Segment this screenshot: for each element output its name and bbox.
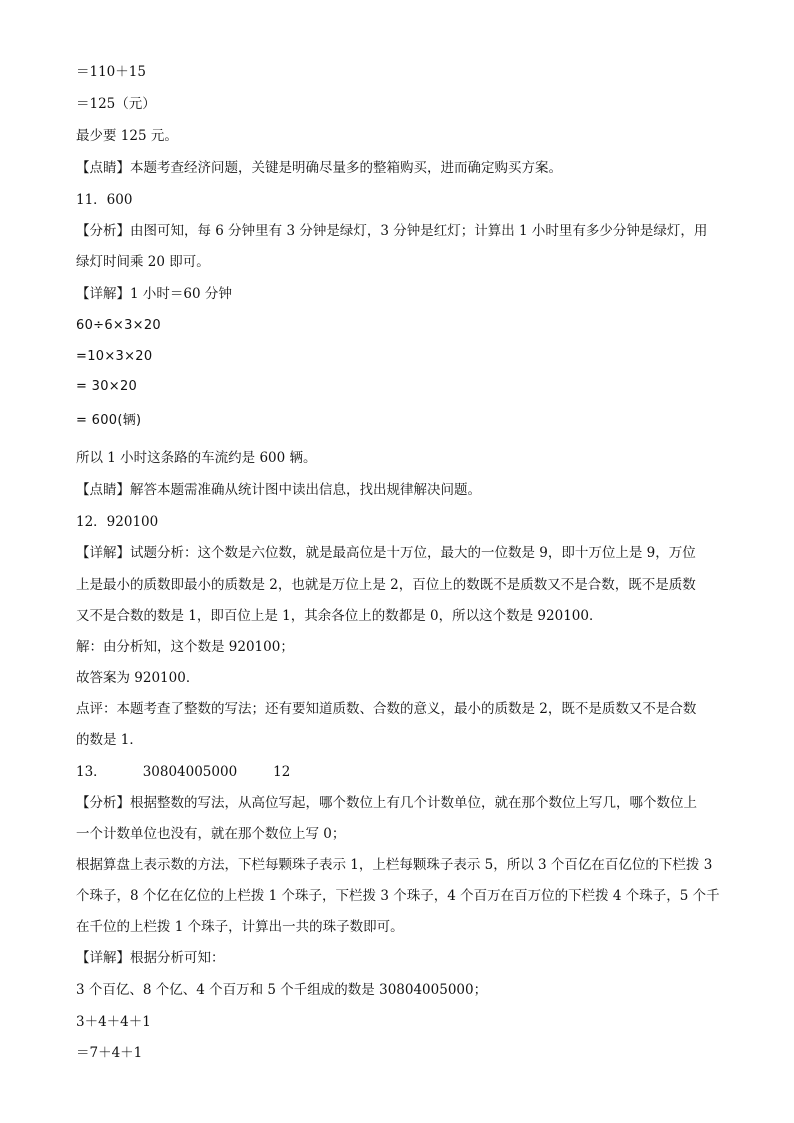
solution-text: 又不是合数的数是 1，即百位上是 1，其余各位上的数都是 0，所以这个数是 920100．	[76, 608, 603, 624]
analysis-text: 个珠子，8 个亿在亿位的上栏拨 1 个珠子，下栏拨 3 个珠子，4 个百万在百万位的下栏拨 4 个珠子，5 个千	[76, 888, 720, 904]
review-text: 的数是 1．	[76, 732, 143, 748]
review-text: 点评：本题考查了整数的写法；还有要知道质数、合数的意义，最小的质数是 2，既不是质数又不是合数	[76, 701, 697, 717]
question-number-answer: 11．600	[76, 192, 133, 208]
analysis-text: 【分析】根据整数的写法，从高位写起，哪个数位上有几个计数单位，就在那个数位上写几，哪个数位上	[76, 795, 697, 811]
math-expression: = 30×20	[76, 379, 138, 394]
question-number-answer: 12．920100	[76, 514, 159, 530]
question-number-answer	[76, 762, 726, 782]
answer-text: 最少要 125 元。	[76, 128, 178, 144]
answer-two: 12	[273, 764, 291, 780]
comment-text: 【点睛】解答本题需准确从统计图中读出信息，找出规律解决问题。	[76, 482, 481, 498]
solution-text: 【详解】试题分析：这个数是六位数，就是最高位是十万位，最大的一位数是 9，即十万位上是 9，万位	[76, 545, 696, 561]
question-number: 13．	[76, 764, 107, 780]
math-expression: 60÷6×3×20	[76, 318, 162, 333]
equation-line: ＝125（元）	[76, 96, 156, 112]
analysis-text: 一个计数单位也没有，就在那个数位上写 0；	[76, 826, 346, 842]
math-expression: = 600(辆)	[76, 413, 142, 428]
comment-text: 【点睛】本题考查经济问题，关键是明确尽量多的整箱购买，进而确定购买方案。	[76, 160, 562, 176]
analysis-text: 在千位的上栏拨 1 个珠子，计算出一共的珠子数即可。	[76, 919, 404, 935]
solution-text: 【详解】根据分析可知：	[76, 950, 225, 966]
equation-line: ＝7＋4＋1	[76, 1045, 143, 1061]
conclusion-text: 所以 1 小时这条路的车流约是 600 辆。	[76, 450, 317, 466]
solution-text: 上是最小的质数即最小的质数是 2，也就是万位上是 2，百位上的数既不是质数又不是合数，既不是质数	[76, 577, 696, 593]
answer-one: 30804005000	[142, 764, 238, 780]
analysis-text: 【分析】由图可知，每 6 分钟里有 3 分钟是绿灯，3 分钟是红灯；计算出 1 小时里有多少分钟是绿灯，用	[76, 223, 708, 239]
equation-line: 3＋4＋4＋1	[76, 1014, 151, 1030]
solution-text: 故答案为 920100．	[76, 670, 200, 686]
analysis-text: 绿灯时间乘 20 即可。	[76, 254, 210, 270]
solution-text: 【详解】1 小时＝60 分钟	[76, 286, 232, 302]
math-expression: =10×3×20	[76, 349, 153, 364]
analysis-text: 根据算盘上表示数的方法，下栏每颗珠子表示 1，上栏每颗珠子表示 5，所以 3 个百亿在百亿位的下栏拨 3	[76, 857, 713, 873]
equation-line: ＝110＋15	[76, 64, 146, 80]
solution-text: 3 个百亿、8 个亿、4 个百万和 5 个千组成的数是 30804005000；	[76, 982, 488, 998]
solution-text: 解：由分析知，这个数是 920100；	[76, 639, 294, 655]
